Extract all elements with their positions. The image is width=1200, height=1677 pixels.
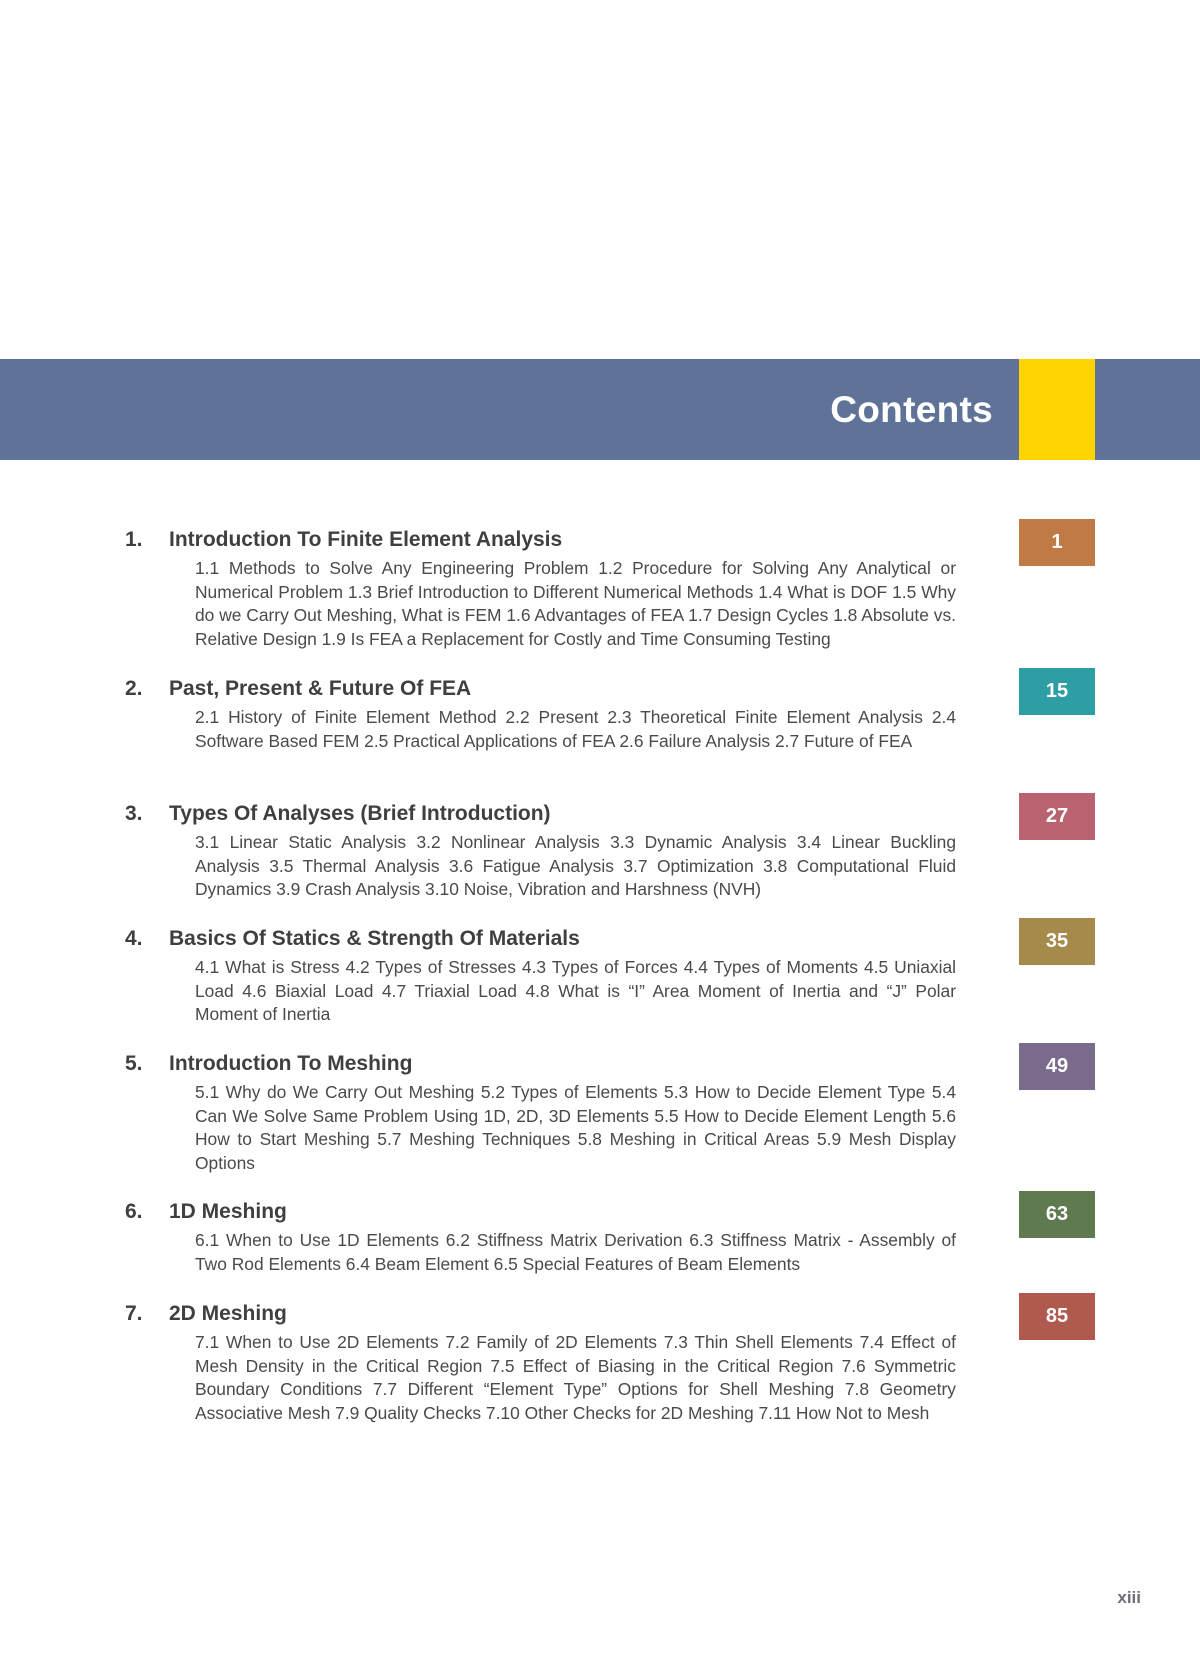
chapter-number: 1. — [125, 528, 143, 551]
chapter-sections: 4.1 What is Stress 4.2 Types of Stresses 4.3 Types of Forces 4.4 Types of Moments 4.5 Uniaxial Load 4.6 Biaxial Load 4.7 Triaxial Load 4.8 What is “I” Area Moment of Inertia and “J” Polar Moment of Inertia — [195, 957, 956, 1024]
chapter-number: 6. — [125, 1200, 143, 1223]
chapter-sections: 6.1 When to Use 1D Elements 6.2 Stiffness Matrix Derivation 6.3 Stiffness Matrix - Assembly of Two Rod Elements 6.4 Beam Element 6.5 Special Features of Beam Elements — [195, 1230, 956, 1274]
chapter-sections: 5.1 Why do We Carry Out Meshing 5.2 Types of Elements 5.3 How to Decide Element Type 5.4 Can We Solve Same Problem Using 1D, 2D, 3D Elements 5.5 How to Decide Element Length 5.6 How to Start Meshing 5.7 Meshing Techniques 5.8 Meshing in Critical Areas 5.9 Mesh Display Options — [195, 1082, 956, 1173]
chapter-sections: 1.1 Methods to Solve Any Engineering Problem 1.2 Procedure for Solving Any Analytical or Numerical Problem 1.3 Brief Introduction to Different Numerical Methods 1.4 What is DOF 1.5 Why do we Carry Out Meshing, What is FEM 1.6 Advantages of FEA 1.7 Design Cycles 1.8 Absolute vs. Relative Design 1.9 Is FEA a Replacement for Costly and Time Consuming Testing — [195, 558, 956, 649]
chapter-title[interactable]: Introduction To Meshing — [169, 1052, 413, 1075]
chapter-page-badge[interactable]: 35 — [1019, 918, 1095, 965]
chapter-sections: 2.1 History of Finite Element Method 2.2 Present 2.3 Theoretical Finite Element Analysis 2.4 Software Based FEM 2.5 Practical Applications of FEA 2.6 Failure Analysis 2.7 Future of FEA — [195, 707, 956, 751]
page-title: Contents — [830, 389, 993, 430]
chapter-page-badge[interactable]: 85 — [1019, 1293, 1095, 1340]
chapter-page-badge[interactable]: 49 — [1019, 1043, 1095, 1090]
chapter-page-badge[interactable]: 15 — [1019, 668, 1095, 715]
chapter-number: 7. — [125, 1302, 143, 1325]
banner-accent-block — [1019, 359, 1095, 460]
chapter-number: 2. — [125, 677, 143, 700]
chapter-page-badge[interactable]: 27 — [1019, 793, 1095, 840]
chapter-title[interactable]: Introduction To Finite Element Analysis — [169, 528, 563, 551]
page-number: xiii — [1117, 1588, 1141, 1607]
chapter-number: 3. — [125, 802, 143, 825]
chapter-title[interactable]: Types Of Analyses (Brief Introduction) — [169, 802, 551, 825]
chapter-title[interactable]: 1D Meshing — [169, 1200, 287, 1223]
chapter-title[interactable]: 2D Meshing — [169, 1302, 287, 1325]
chapter-page-badge[interactable]: 1 — [1019, 519, 1095, 566]
chapter-sections: 7.1 When to Use 2D Elements 7.2 Family of 2D Elements 7.3 Thin Shell Elements 7.4 Effect of Mesh Density in the Critical Region 7.5 Effect of Biasing in the Critical Region 7.6 Symmetric Boundary Conditions 7.7 Different “Element Type” Options for Shell Meshing 7.8 Geometry Associative Mesh 7.9 Quality Checks 7.10 Other Checks for 2D Meshing 7.11 How Not to Mesh — [195, 1332, 956, 1423]
chapter-title[interactable]: Basics Of Statics & Strength Of Materials — [169, 927, 580, 950]
chapter-number: 4. — [125, 927, 143, 950]
chapter-number: 5. — [125, 1052, 143, 1075]
chapter-sections: 3.1 Linear Static Analysis 3.2 Nonlinear Analysis 3.3 Dynamic Analysis 3.4 Linear Buckling Analysis 3.5 Thermal Analysis 3.6 Fatigue Analysis 3.7 Optimization 3.8 Computational Fluid Dynamics 3.9 Crash Analysis 3.10 Noise, Vibration and Harshness (NVH) — [195, 832, 956, 899]
chapter-page-badge[interactable]: 63 — [1019, 1191, 1095, 1238]
contents-banner — [0, 359, 1200, 460]
chapter-title[interactable]: Past, Present & Future Of FEA — [169, 677, 472, 700]
